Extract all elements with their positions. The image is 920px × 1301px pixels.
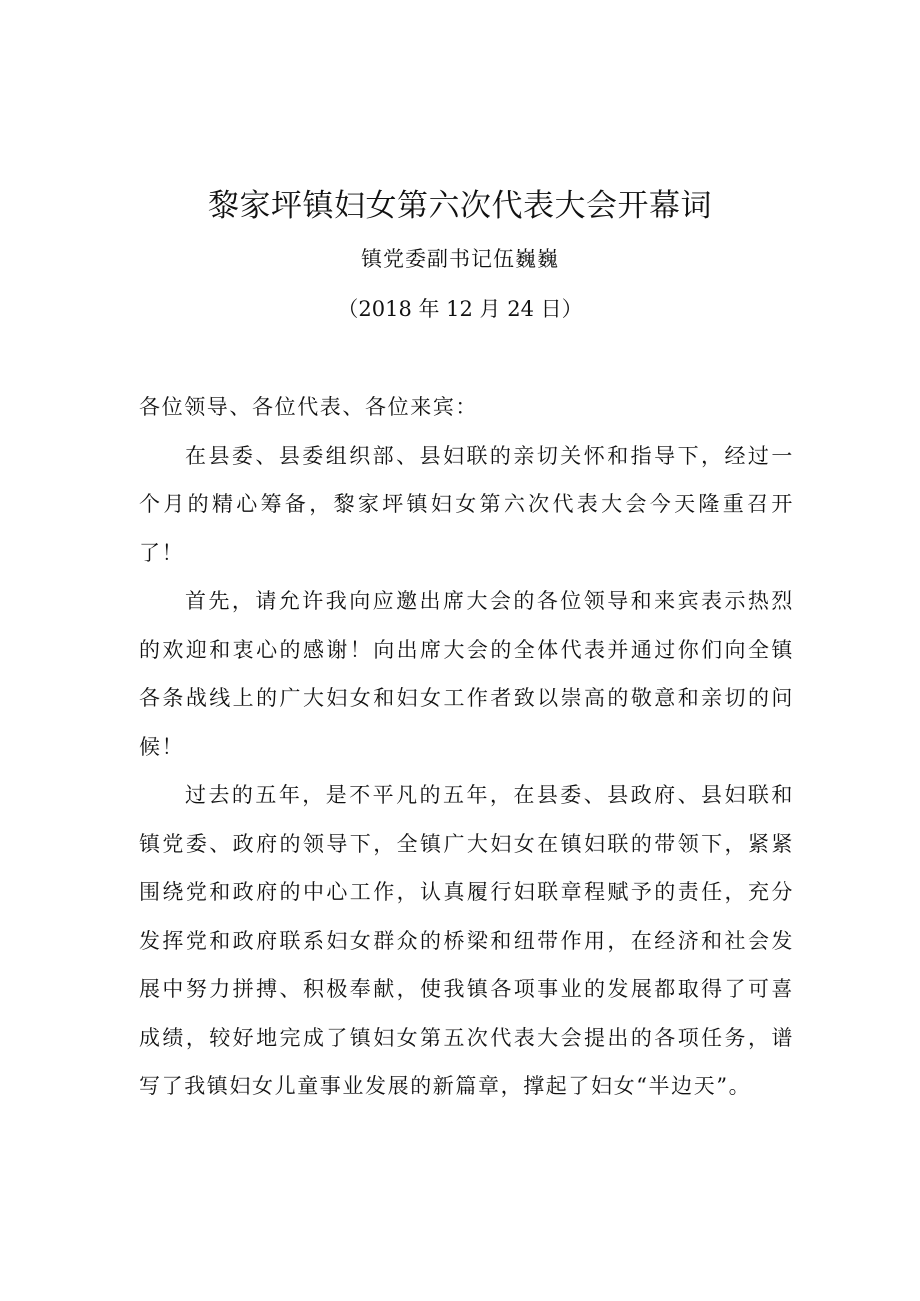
paragraph: 首先，请允许我向应邀出席大会的各位领导和来宾表示热烈的欢迎和衷心的感谢！向出席大会的全体代表并通过你们向全镇各条战线上的广大妇女和妇女工作者致以崇高的敬意和亲切的问候！ xyxy=(139,589,794,759)
salutation: 各位领导、各位代表、各位来宾： xyxy=(139,395,478,419)
document-title: 黎家坪镇妇女第六次代表大会开幕词 xyxy=(208,188,712,224)
paragraph: 在县委、县委组织部、县妇联的亲切关怀和指导下，经过一个月的精心筹备，黎家坪镇妇女第六次代表大会今天隆重召开了！ xyxy=(139,443,794,565)
paragraph: 过去的五年，是不平凡的五年，在县委、县政府、县妇联和镇党委、政府的领导下，全镇广大妇女在镇妇联的带领下，紧紧围绕党和政府的中心工作，认真履行妇联章程赋予的责任，充分发挥党和政府联系妇女群众的桥梁和纽带作用，在经济和社会发展中努力拼搏、积极奉献，使我镇各项事业的发展都取得了可喜成绩，较好地完成了镇妇女第五次代表大会提出的各项任务，谱写了我镇妇女儿童事业发展的新篇章，撑起了妇女“半边天”。 xyxy=(139,783,794,1098)
document-body xyxy=(139,383,794,1111)
document-author: 镇党委副书记伍巍巍 xyxy=(361,247,559,271)
document-date: （2018 年 12 月 24 日） xyxy=(337,297,583,321)
